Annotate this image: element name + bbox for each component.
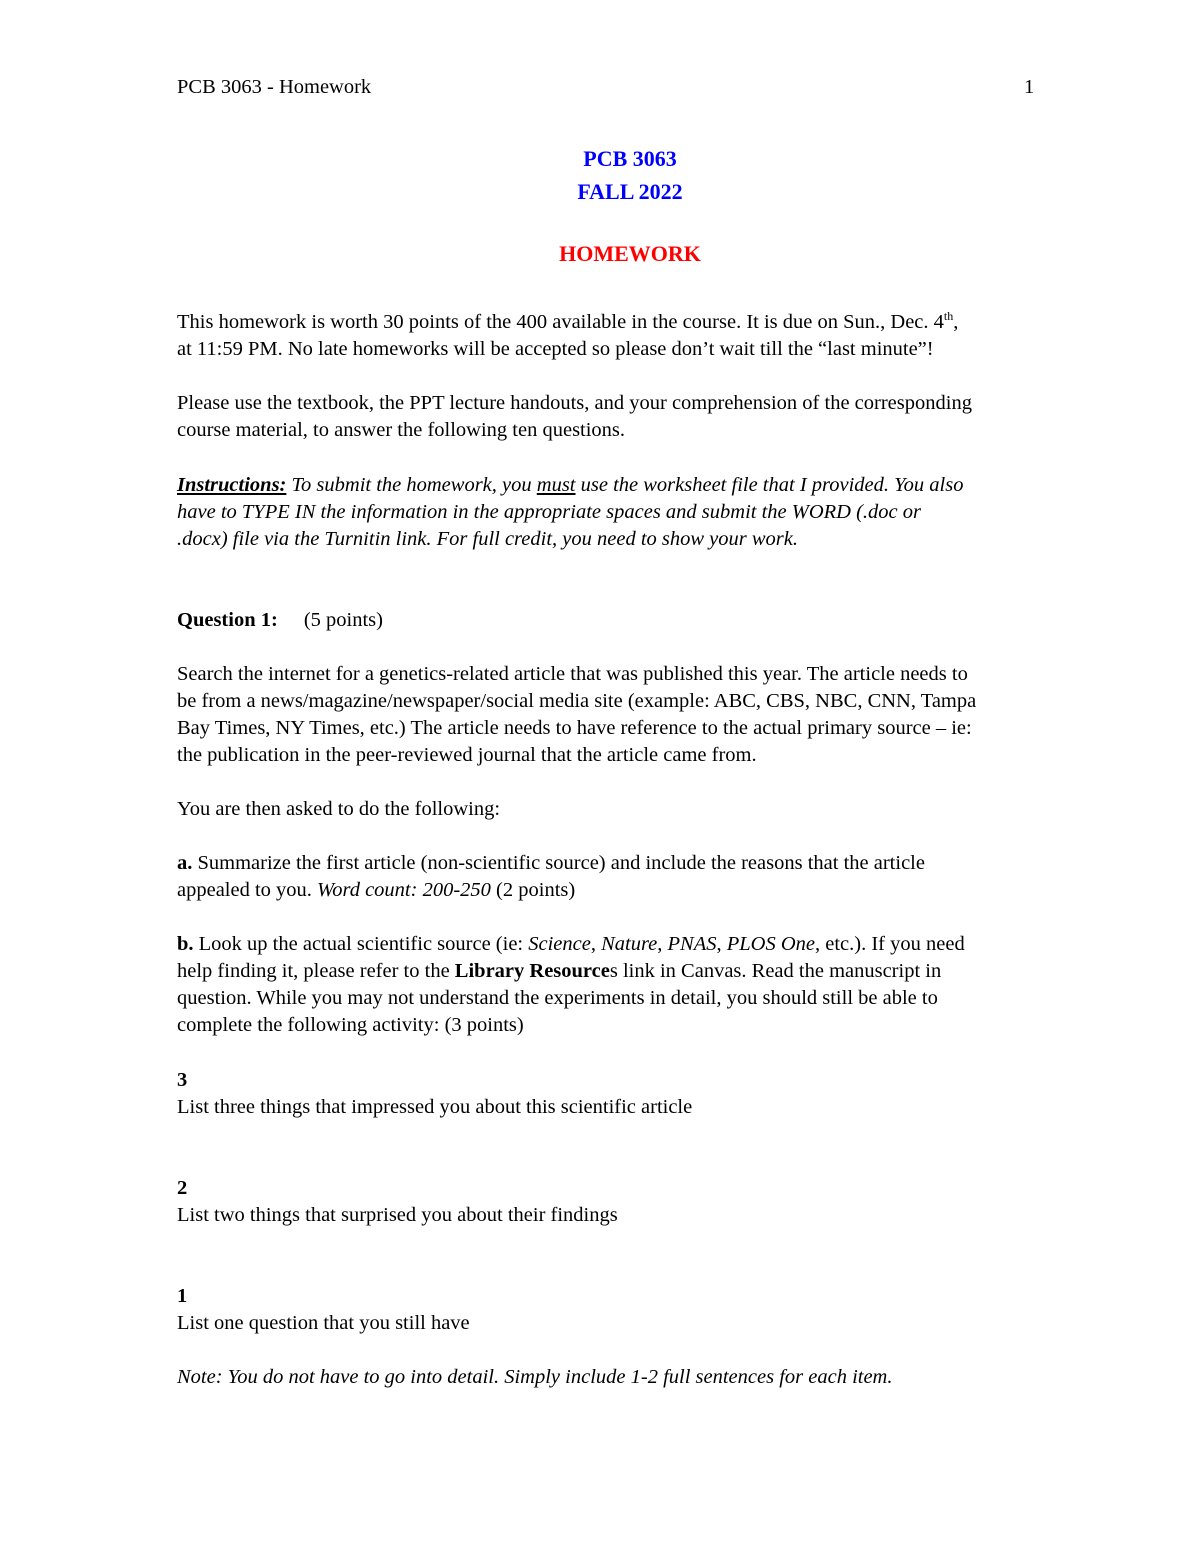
item-number: 3	[177, 1069, 188, 1091]
part-a-text: Summarize the first article (non-scientific source) and include the reasons that the article	[192, 852, 925, 874]
separator: ,	[716, 933, 727, 955]
use-line-1: Please use the textbook, the PPT lecture handouts, and your comprehension of the corresponding	[177, 392, 972, 414]
intro-paragraph	[177, 309, 1097, 363]
instructions-label: Instructions:	[177, 474, 287, 496]
intro-text: This homework is worth 30 points of the 400 available in the course. It is due on Sun., Dec. 4	[177, 311, 944, 333]
part-a-text-2: appealed to you.	[177, 879, 318, 901]
part-b-label: b.	[177, 933, 194, 955]
item-text: List two things that surprised you about their findings	[177, 1204, 618, 1226]
instructions-line-2: have to TYPE IN the information in the appropriate spaces and submit the WORD (.doc or	[177, 501, 922, 523]
journal-science: Science	[528, 933, 591, 955]
running-header: PCB 3063 - Homework	[177, 76, 372, 98]
part-a-line-1	[177, 850, 1097, 877]
note-paragraph: Note: You do not have to go into detail. Simply include 1-2 full sentences for each item.	[177, 1366, 893, 1388]
page-number: 1	[1024, 76, 1035, 98]
part-b-text-2: , etc.). If you need	[815, 933, 965, 955]
journal-nature: Nature	[601, 933, 658, 955]
search-line: be from a news/magazine/newspaper/social media site (example: ABC, CBS, NBC, CNN, Tampa	[177, 690, 977, 712]
item-number: 2	[177, 1177, 188, 1199]
part-b-text-3: help finding it, please refer to the	[177, 960, 455, 982]
part-a-points: (2 points)	[490, 879, 576, 901]
then-paragraph: You are then asked to do the following:	[177, 798, 501, 820]
question-points: (5 points)	[303, 609, 383, 631]
question-1-heading	[177, 607, 1097, 634]
search-line: Search the internet for a genetics-related article that was published this year. The article needs to	[177, 663, 968, 685]
part-b-paragraph	[177, 931, 1097, 1039]
must-emphasis: must	[536, 474, 576, 496]
part-b-line-1	[177, 931, 1097, 958]
part-a-line-2	[177, 877, 1097, 904]
use-paragraph	[177, 390, 1097, 444]
separator: ,	[590, 933, 602, 955]
homework-heading: HOMEWORK	[559, 241, 701, 266]
intro-line-2: at 11:59 PM. No late homeworks will be accepted so please don’t wait till the “last minute”!	[177, 338, 934, 360]
search-line: Bay Times, NY Times, etc.) The article needs to have reference to the actual primary source – ie:	[177, 717, 972, 739]
part-b-line-2	[177, 958, 1097, 985]
part-b-text-4: s link in Canvas. Read the manuscript in	[609, 960, 942, 982]
instructions-paragraph	[177, 472, 1097, 553]
separator: ,	[657, 933, 668, 955]
search-paragraph	[177, 661, 1097, 769]
part-a-paragraph	[177, 850, 1097, 904]
intro-comma: ,	[953, 311, 959, 333]
part-a-label: a.	[177, 852, 193, 874]
journal-pnas: PNAS	[667, 933, 717, 955]
word-count: Word count: 200-250	[317, 879, 491, 901]
part-b-line-4: complete the following activity: (3 points)	[177, 1014, 524, 1036]
item-number: 1	[177, 1285, 188, 1307]
instructions-text-2: use the worksheet file that I provided. You also	[575, 474, 964, 496]
instructions-text: To submit the homework, you	[286, 474, 537, 496]
intro-line-1	[177, 309, 1097, 336]
journal-plos: PLOS One	[726, 933, 816, 955]
intro-superscript: th	[943, 309, 954, 324]
part-b-line-3: question. While you may not understand the experiments in detail, you should still be able to	[177, 987, 938, 1009]
library-resources: Library Resource	[454, 960, 610, 982]
part-b-text: Look up the actual scientific source (ie:	[193, 933, 529, 955]
item-text: List three things that impressed you about this scientific article	[177, 1096, 693, 1118]
item-text: List one question that you still have	[177, 1312, 470, 1334]
course-title: PCB 3063	[583, 146, 677, 171]
instructions-line-1	[177, 472, 1097, 499]
use-line-2: course material, to answer the following ten questions.	[177, 419, 626, 441]
search-line: the publication in the peer-reviewed journal that the article came from.	[177, 744, 757, 766]
term-title: FALL 2022	[577, 179, 683, 204]
question-label: Question 1:	[177, 609, 278, 631]
instructions-line-3: .docx) file via the Turnitin link. For full credit, you need to show your work.	[177, 528, 798, 550]
